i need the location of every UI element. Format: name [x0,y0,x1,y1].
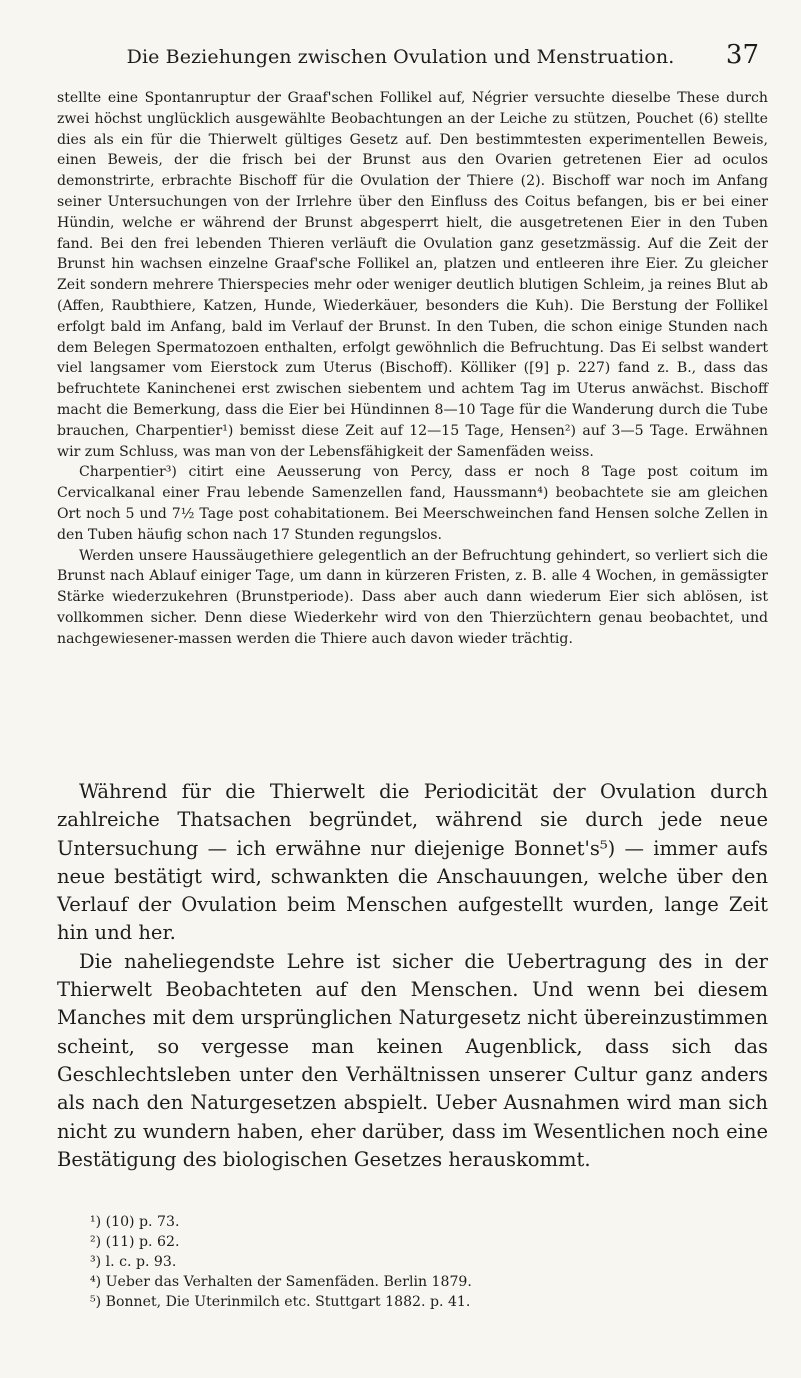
main-text-section [57,778,768,1174]
footnote-5: ⁵) Bonnet, Die Uterinmilch etc. Stuttgart 1882. p. 41. [90,1294,471,1310]
footnote-1: ¹) (10) p. 73. [90,1214,180,1230]
paragraph-sperm-viability: Charpentier³) citirt eine Aeusserung von Percy, dass er noch 8 Tage post coitum im Cervicalkanal einer Frau lebende Samenzellen fand, Haussmann⁴) beobachtete sie am gleichen Ort noch 5 und 7½ Tage post cohabitationem. Bei Meerschweinchen fand Hensen solche Zellen in den Tuben häufig schon nach 17 Stunden regungslos. [57,464,768,543]
running-title: Die Beziehungen zwischen Ovulation und Menstruation. [126,46,675,68]
paragraph-periodicity: Während für die Thierwelt die Periodicität der Ovulation durch zahlreiche Thatsachen begründet, während sie durch jede neue Untersuchung — ich erwähne nur diejenige Bonnet's⁵) — immer aufs neue bestätigt wird, schwankten die Anschauungen, welche über den Verlauf der Ovulation beim Menschen aufgestellt wurden, lange Zeit hin und her. [57,780,768,945]
paragraph-transfer-to-humans: Die naheliegendste Lehre ist sicher die Uebertragung des in der Thierwelt Beobachteten auf den Menschen. Und wenn bei diesem Manches mit dem ursprünglichen Naturgesetz nicht übereinzustimmen scheint, so vergesse man keinen Augenblick, dass sich das Geschlechtsleben unter den Verhältnissen unserer Cultur ganz anders als nach den Naturgesetzen abspielt. Ueber Ausnahmen wird man sich nicht zu wundern haben, eher darüber, dass im Wesentlichen noch eine Bestätigung des biologischen Gesetzes herauskommt. [57,949,768,1171]
footnote-4: ⁴) Ueber das Verhalten der Samenfäden. Berlin 1879. [90,1274,472,1290]
paragraph-brunst-period: Werden unsere Haussäugethiere gelegentlich an der Befruchtung gehindert, so verliert sich die Brunst nach Ablauf einiger Tage, um dann in kürzeren Fristen, z. B. alle 4 Wochen, in gemässigter Stärke wiederzukehren (Brunstperiode). Dass aber auch dann wiederum Eier sich ablösen, ist vollkommen sicher. Denn diese Wiederkehr wird von den Thierzüchtern genau beobachtet, und nachgewiesener-massen werden die Thiere auch davon wieder trächtig. [57,547,768,647]
footnote-2: ²) (11) p. 62. [90,1234,180,1250]
small-print-section [57,88,768,650]
page-number: 37 [725,40,759,70]
paragraph-ovulation-history: stellte eine Spontanruptur der Graaf'schen Follikel auf, Négrier versuchte dieselbe These durch zwei höchst unglücklich ausgewählte Beobachtungen an der Leiche zu stützen, Pouchet (6) stellte dies als ein für die Thierwelt gültiges Gesetz auf. Den bestimmtesten experimentellen Beweis, einen Beweis, der die frisch bei der Brunst aus den Ovarien getretenen Eier ad oculos demonstrirte, erbrachte Bischoff für die Ovulation der Thiere (2). Bischoff war noch im Anfang seiner Untersuchungen von der Irrlehre über den Einfluss des Coitus befangen, bis er bei einer Hündin, welche er während der Brunst abgesperrt hielt, die ausgetretenen Eier in den Tuben fand. Bei den frei lebenden Thieren verläuft die Ovulation ganz gesetzmässig. Auf die Zeit der Brunst hin wachsen einzelne Graaf'sche Follikel an, platzen und entleeren ihre Eier. Zu gleicher Zeit sondern mehrere Thierspecies mehr oder weniger deutlich blutigen Schleim, ja reines Blut ab (Affen, Raubthiere, Katzen, Hunde, Wiederkäuer, besonders die Kuh). Die Berstung der Follikel erfolgt bald im Anfang, bald im Verlauf der Brunst. In den Tuben, die schon einige Stunden nach dem Belegen Spermatozoen enthalten, erfolgt gewöhnlich die Befruchtung. Das Ei selbst wandert viel langsamer vom Eierstock zum Uterus (Bischoff). Kölliker ([9] p. 227) fand z. B., dass das befruchtete Kaninchenei erst zwischen siebentem und achtem Tag im Uterus anwächst. Bischoff macht die Bemerkung, dass die Eier bei Hündinnen 8—10 Tage für die Wanderung durch die Tube brauchen, Charpentier¹) bemisst diese Zeit auf 12—15 Tage, Hensen²) auf 3—5 Tage. Erwähnen wir zum Schluss, was man von der Lebensfähigkeit der Samenfäden weiss. [57,90,768,460]
footnote-3: ³) l. c. p. 93. [90,1254,177,1270]
footnotes [90,1212,770,1312]
running-head [0,40,801,74]
